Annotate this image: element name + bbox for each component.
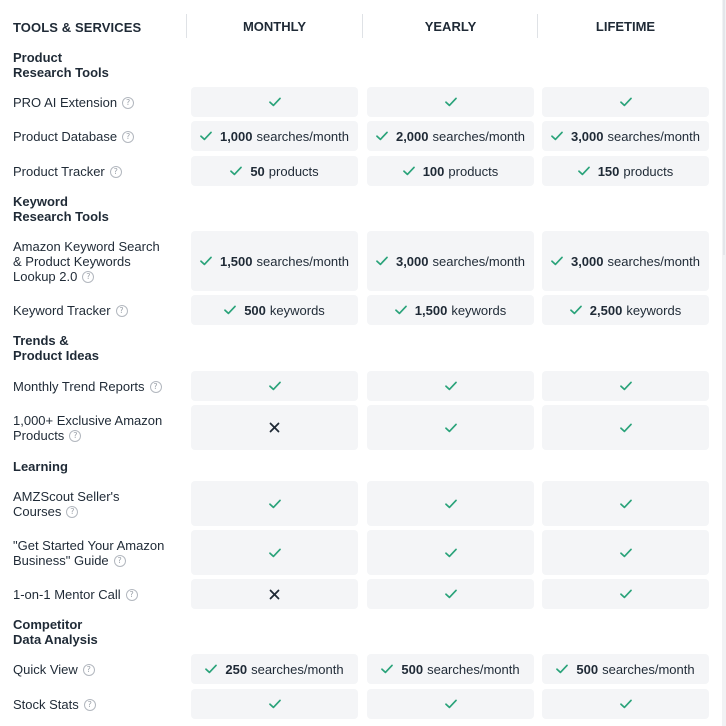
plan-cell-yearly [367, 405, 534, 450]
quota-unit: products [623, 163, 674, 179]
quota-value: 500 [244, 302, 266, 318]
check-icon [230, 166, 242, 176]
quota-unit: searches/month [607, 128, 701, 144]
quota-unit: searches/month [602, 661, 695, 677]
help-icon[interactable]: ? [122, 97, 134, 109]
feature-row [0, 295, 722, 325]
plan-cell-monthly [191, 579, 358, 609]
check-icon [381, 664, 393, 674]
quota-unit: products [448, 163, 499, 179]
plan-cell-lifetime [542, 231, 709, 291]
quota-unit: keywords [451, 302, 507, 318]
feature-row [0, 231, 722, 291]
plan-cell-monthly [191, 689, 358, 719]
quota-value: 3,000 [395, 253, 429, 269]
label-text: Keyword Tracker ? [13, 303, 128, 318]
quota-unit: searches/month [607, 253, 701, 269]
plan-cell-yearly [367, 156, 534, 186]
help-icon[interactable]: ? [82, 271, 94, 283]
section-header-row [0, 458, 722, 474]
quota-value: 3,000 [570, 253, 604, 269]
label-text: 1-on-1 Mentor Call ? [13, 587, 138, 602]
plan-cell-monthly [191, 481, 358, 526]
feature-label [13, 579, 138, 609]
quota-unit: searches/month [251, 661, 344, 677]
section-title [13, 194, 109, 224]
label-text: Product Research Tools [13, 50, 109, 80]
feature-row [0, 530, 722, 575]
plan-cell-yearly [367, 654, 534, 684]
feature-row [0, 371, 722, 401]
check-icon [445, 97, 457, 107]
help-icon[interactable]: ? [150, 381, 162, 393]
check-icon [620, 381, 632, 391]
help-icon[interactable]: ? [83, 664, 95, 676]
feature-label [13, 530, 164, 575]
check-icon [445, 423, 457, 433]
section-title [13, 617, 98, 647]
quota-value: 150 [597, 163, 620, 179]
help-icon[interactable]: ? [126, 589, 138, 601]
plan-cell-yearly [367, 689, 534, 719]
feature-label [13, 481, 120, 526]
plan-cell-yearly [367, 87, 534, 117]
check-icon [269, 381, 281, 391]
quota-unit: keywords [626, 302, 682, 318]
feature-row [0, 654, 722, 684]
check-icon [269, 699, 281, 709]
check-icon [269, 548, 281, 558]
quota-value: 50 [250, 163, 265, 179]
check-icon [200, 131, 212, 141]
check-icon [395, 305, 407, 315]
help-icon[interactable]: ? [114, 555, 126, 567]
check-icon [620, 548, 632, 558]
plan-cell-lifetime [542, 371, 709, 401]
section-header-row [0, 50, 722, 80]
feature-row [0, 689, 722, 719]
label-text: Competitor Data Analysis [13, 617, 98, 647]
quota-unit: searches/month [432, 128, 526, 144]
check-icon [578, 166, 590, 176]
header-plan-monthly: MONTHLY [186, 14, 362, 38]
check-icon [551, 131, 563, 141]
help-icon[interactable]: ? [110, 166, 122, 178]
check-icon [620, 97, 632, 107]
check-icon [269, 499, 281, 509]
plan-cell-monthly [191, 530, 358, 575]
plan-cell-yearly [367, 481, 534, 526]
plan-cell-monthly [191, 121, 358, 151]
plan-cell-lifetime [542, 405, 709, 450]
plan-cell-monthly [191, 87, 358, 117]
cross-icon [269, 589, 280, 600]
label-text: AMZScout Seller's Courses ? [13, 488, 120, 519]
feature-row [0, 579, 722, 609]
feature-label [13, 371, 162, 401]
cross-icon [269, 422, 280, 433]
plan-cell-yearly [367, 121, 534, 151]
quota-value: 1,500 [219, 253, 253, 269]
plan-cell-yearly [367, 530, 534, 575]
plan-cell-monthly [191, 231, 358, 291]
feature-label [13, 689, 96, 719]
feature-row [0, 481, 722, 526]
plan-cell-lifetime [542, 689, 709, 719]
check-icon [445, 381, 457, 391]
quota-unit: products [268, 163, 319, 179]
section-title [13, 333, 99, 363]
plan-cell-monthly [191, 371, 358, 401]
header-plan-yearly: YEARLY [362, 14, 538, 38]
label-text: Product Database ? [13, 129, 134, 144]
feature-row [0, 87, 722, 117]
plan-cell-lifetime [542, 87, 709, 117]
plan-cell-lifetime [542, 654, 709, 684]
check-icon [224, 305, 236, 315]
label-text: 1,000+ Exclusive Amazon Products ? [13, 412, 163, 443]
check-icon [269, 97, 281, 107]
feature-row [0, 121, 722, 151]
plan-cell-monthly [191, 156, 358, 186]
check-icon [620, 423, 632, 433]
help-icon[interactable]: ? [69, 430, 81, 442]
help-icon[interactable]: ? [116, 305, 128, 317]
plan-cell-yearly [367, 231, 534, 291]
quota-unit: keywords [269, 302, 325, 318]
check-icon [205, 664, 217, 674]
plan-cell-lifetime [542, 579, 709, 609]
plan-cell-lifetime [542, 530, 709, 575]
feature-row [0, 156, 722, 186]
check-icon [445, 699, 457, 709]
quota-unit: searches/month [427, 661, 520, 677]
quota-value: 2,500 [589, 302, 623, 318]
section-title [13, 458, 68, 474]
check-icon [445, 548, 457, 558]
check-icon [376, 131, 388, 141]
plan-cell-yearly [367, 579, 534, 609]
feature-label [13, 231, 160, 291]
check-icon [200, 256, 212, 266]
feature-label [13, 654, 95, 684]
section-title [13, 50, 109, 80]
plan-cell-yearly [367, 295, 534, 325]
label-text: Keyword Research Tools [13, 194, 109, 224]
quota-unit: searches/month [256, 253, 350, 269]
quota-value: 1,500 [414, 302, 448, 318]
label-text: Monthly Trend Reports ? [13, 379, 162, 394]
check-icon [620, 589, 632, 599]
plan-cell-lifetime [542, 295, 709, 325]
check-icon [376, 256, 388, 266]
section-header-row [0, 617, 722, 647]
help-icon[interactable]: ? [66, 506, 78, 518]
check-icon [556, 664, 568, 674]
table-header [0, 0, 722, 54]
label-text: Amazon Keyword Search & Product Keywords Lookup 2.0 ? [13, 238, 160, 284]
check-icon [403, 166, 415, 176]
header-tools-services: TOOLS & SERVICES [13, 20, 142, 35]
label-text: Trends & Product Ideas [13, 333, 99, 363]
feature-label [13, 295, 128, 325]
feature-label [13, 156, 122, 186]
check-icon [620, 699, 632, 709]
quota-unit: searches/month [256, 128, 350, 144]
check-icon [551, 256, 563, 266]
label-text: "Get Started Your Amazon Business" Guide ? [13, 537, 165, 568]
check-icon [570, 305, 582, 315]
plan-cell-monthly [191, 295, 358, 325]
section-header-row [0, 333, 722, 363]
feature-label [13, 405, 162, 450]
section-header-row [0, 194, 722, 224]
plan-cell-monthly [191, 654, 358, 684]
quota-value: 1,000 [219, 128, 253, 144]
page-scrollbar[interactable] [722, 0, 726, 726]
quota-value: 500 [401, 661, 424, 677]
check-icon [445, 499, 457, 509]
quota-value: 2,000 [395, 128, 429, 144]
help-icon[interactable]: ? [122, 131, 134, 143]
plan-cell-lifetime [542, 121, 709, 151]
quota-unit: searches/month [432, 253, 526, 269]
label-text: Quick View ? [13, 662, 95, 677]
label-text: Stock Stats ? [13, 697, 96, 712]
quota-value: 3,000 [570, 128, 604, 144]
plan-cell-yearly [367, 371, 534, 401]
quota-value: 500 [576, 661, 599, 677]
plan-cell-lifetime [542, 481, 709, 526]
label-text: Learning [13, 458, 68, 474]
feature-row [0, 405, 722, 450]
check-icon [620, 499, 632, 509]
label-text: Product Tracker ? [13, 164, 122, 179]
plan-cell-monthly [191, 405, 358, 450]
feature-label [13, 87, 134, 117]
feature-label [13, 121, 134, 151]
plan-cell-lifetime [542, 156, 709, 186]
quota-value: 250 [225, 661, 248, 677]
header-plan-lifetime: LIFETIME [537, 14, 713, 38]
label-text: PRO AI Extension ? [13, 95, 134, 110]
quota-value: 100 [422, 163, 445, 179]
check-icon [445, 589, 457, 599]
help-icon[interactable]: ? [84, 699, 96, 711]
